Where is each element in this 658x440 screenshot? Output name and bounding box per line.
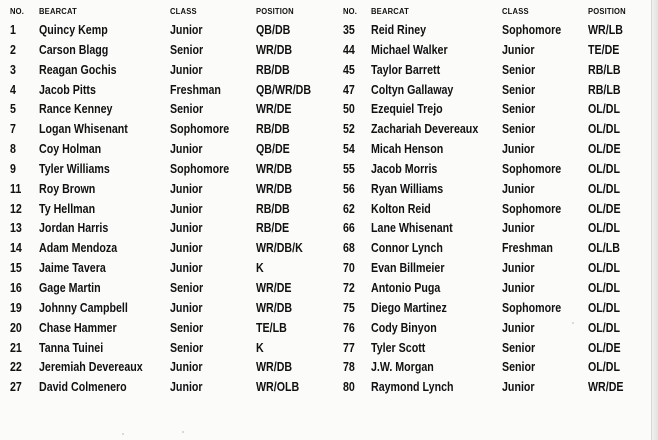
player-class: Sophomore: [502, 200, 562, 216]
player-class: Senior: [170, 319, 204, 335]
player-name: Johnny Campbell: [39, 299, 128, 315]
player-name: Ezequiel Trejo: [371, 101, 443, 117]
roster-row: [0, 199, 640, 219]
player-number: 12: [10, 200, 22, 216]
player-class: Junior: [502, 41, 535, 57]
player-position: WR/LB: [588, 22, 623, 37]
player-position: OL/DE: [588, 339, 621, 355]
player-position: K: [256, 260, 264, 276]
roster-row: [0, 238, 640, 258]
header-bearcat-left: BEARCAT: [39, 7, 77, 16]
header-position-right: POSITION: [588, 7, 626, 16]
player-name: Raymond Lynch: [371, 379, 454, 395]
player-class: Senior: [170, 41, 204, 57]
player-number: 66: [343, 220, 355, 236]
player-name: Lane Whisenant: [371, 220, 453, 236]
player-name: Tanna Tuinei: [39, 339, 104, 355]
player-name: Coy Holman: [39, 141, 102, 157]
player-name: Kolton Reid: [371, 200, 431, 216]
player-number: 21: [10, 339, 22, 355]
player-name: Adam Mendoza: [39, 240, 118, 256]
player-class: Junior: [170, 260, 203, 276]
player-position: WR/DB: [256, 299, 293, 315]
roster-table: [0, 4, 640, 397]
player-number: 44: [343, 41, 355, 57]
player-number: 56: [343, 180, 355, 196]
player-position: K: [256, 339, 264, 355]
player-name: Evan Billmeier: [371, 260, 445, 276]
player-position: TE/LB: [256, 319, 287, 335]
player-name: Roy Brown: [39, 180, 96, 196]
header-class-left: CLASS: [170, 7, 197, 16]
player-number: 5: [10, 101, 16, 117]
player-number: 62: [343, 200, 355, 216]
roster-row: [0, 80, 640, 100]
roster-row: [0, 40, 640, 60]
player-position: WR/DE: [588, 379, 624, 395]
player-name: Quincy Kemp: [39, 22, 108, 37]
player-name: Rance Kenney: [39, 101, 113, 117]
player-number: 52: [343, 121, 355, 137]
player-position: OL/DL: [588, 279, 620, 295]
player-class: Junior: [502, 180, 535, 196]
player-number: 7: [10, 121, 16, 137]
roster-row: [0, 179, 640, 199]
player-class: Senior: [502, 61, 536, 77]
player-number: 4: [10, 81, 16, 97]
player-class: Freshman: [170, 81, 221, 97]
roster-row: [0, 20, 640, 40]
roster-row: [0, 298, 640, 318]
player-position: QB/DE: [256, 141, 290, 157]
player-number: 14: [10, 240, 22, 256]
player-number: 16: [10, 279, 22, 295]
player-number: 78: [343, 359, 355, 375]
player-name: Gage Martin: [39, 279, 101, 295]
player-number: 80: [343, 379, 355, 395]
player-position: OL/DE: [588, 141, 621, 157]
player-number: 77: [343, 339, 355, 355]
player-class: Junior: [502, 260, 535, 276]
player-class: Junior: [170, 299, 203, 315]
roster-row: [0, 338, 640, 358]
player-name: Jacob Pitts: [39, 81, 96, 97]
player-position: WR/DB: [256, 160, 293, 176]
player-class: Junior: [502, 141, 535, 157]
header-bearcat-right: BEARCAT: [371, 7, 409, 16]
player-position: WR/DE: [256, 101, 292, 117]
player-position: TE/DE: [588, 41, 620, 57]
player-name: Jordan Harris: [39, 220, 109, 236]
player-position: OL/DL: [588, 180, 620, 196]
player-name: Taylor Barrett: [371, 61, 441, 77]
player-class: Senior: [502, 81, 536, 97]
player-class: Senior: [502, 101, 536, 117]
player-position: RB/LB: [588, 81, 621, 97]
header-class-right: CLASS: [502, 7, 529, 16]
roster-row: [0, 159, 640, 179]
player-class: Junior: [170, 61, 203, 77]
player-number: 35: [343, 22, 355, 37]
player-number: 54: [343, 141, 355, 157]
player-number: 20: [10, 319, 22, 335]
player-name: Chase Hammer: [39, 319, 117, 335]
player-number: 47: [343, 81, 355, 97]
player-class: Freshman: [502, 240, 553, 256]
player-class: Sophomore: [502, 160, 562, 176]
player-position: WR/DB: [256, 41, 293, 57]
player-name: David Colmenero: [39, 379, 127, 395]
player-number: 76: [343, 319, 355, 335]
player-number: 19: [10, 299, 22, 315]
player-name: Reid Riney: [371, 22, 427, 37]
player-class: Junior: [170, 240, 203, 256]
player-position: RB/DB: [256, 61, 290, 77]
player-name: Jeremiah Devereaux: [39, 359, 143, 375]
player-position: OL/DL: [588, 160, 620, 176]
player-number: 15: [10, 260, 22, 276]
player-name: Coltyn Gallaway: [371, 81, 454, 97]
player-class: Sophomore: [502, 22, 562, 37]
player-number: 3: [10, 61, 16, 77]
player-number: 50: [343, 101, 355, 117]
player-name: Micah Henson: [371, 141, 444, 157]
player-class: Senior: [502, 121, 536, 137]
player-name: Jaime Tavera: [39, 260, 106, 276]
player-class: Sophomore: [170, 121, 230, 137]
roster-row: [0, 218, 640, 238]
paper-speck: [182, 431, 184, 433]
player-number: 13: [10, 220, 22, 236]
player-class: Junior: [170, 22, 203, 37]
player-number: 27: [10, 379, 22, 395]
player-position: OL/DL: [588, 220, 620, 236]
roster-header-row: [0, 4, 640, 20]
roster-row: [0, 318, 640, 338]
player-position: WR/OLB: [256, 379, 300, 395]
roster-row: [0, 99, 640, 119]
player-position: OL/DL: [588, 101, 620, 117]
player-position: OL/DL: [588, 121, 620, 137]
player-name: Connor Lynch: [371, 240, 443, 256]
player-number: 8: [10, 141, 16, 157]
player-class: Sophomore: [502, 299, 562, 315]
player-class: Junior: [170, 141, 203, 157]
player-position: OL/DE: [588, 200, 621, 216]
player-class: Junior: [170, 379, 203, 395]
player-name: Zachariah Devereaux: [371, 121, 479, 137]
player-class: Junior: [502, 379, 535, 395]
player-class: Junior: [502, 319, 535, 335]
player-name: Antonio Puga: [371, 279, 441, 295]
player-class: Senior: [170, 279, 204, 295]
player-position: RB/DB: [256, 121, 290, 137]
player-position: OL/DL: [588, 299, 620, 315]
player-position: WR/DB: [256, 180, 293, 196]
player-class: Sophomore: [170, 160, 230, 176]
player-number: 45: [343, 61, 355, 77]
player-class: Junior: [502, 220, 535, 236]
player-name: Carson Blagg: [39, 41, 109, 57]
roster-row: [0, 119, 640, 139]
player-position: OL/DL: [588, 359, 620, 375]
player-position: WR/DB/K: [256, 240, 303, 256]
player-number: 2: [10, 41, 16, 57]
player-position: WR/DE: [256, 279, 292, 295]
header-number-left: NO.: [10, 7, 25, 16]
player-name: Michael Walker: [371, 41, 448, 57]
roster-row: [0, 357, 640, 377]
player-class: Senior: [502, 359, 536, 375]
paper-speck: [122, 433, 124, 435]
roster-row: [0, 139, 640, 159]
player-name: J.W. Morgan: [371, 359, 434, 375]
player-class: Senior: [170, 101, 204, 117]
player-number: 11: [10, 180, 22, 196]
player-number: 1: [10, 22, 16, 37]
player-name: Logan Whisenant: [39, 121, 128, 137]
header-number-right: NO.: [343, 7, 358, 16]
player-class: Junior: [170, 359, 203, 375]
player-name: Jacob Morris: [371, 160, 438, 176]
player-class: Junior: [170, 220, 203, 236]
player-name: Reagan Gochis: [39, 61, 117, 77]
player-position: OL/DL: [588, 260, 620, 276]
player-number: 9: [10, 160, 16, 176]
player-number: 68: [343, 240, 355, 256]
player-position: QB/DB: [256, 22, 291, 37]
player-name: Ty Hellman: [39, 200, 96, 216]
player-class: Senior: [170, 339, 204, 355]
roster-row: [0, 258, 640, 278]
player-number: 75: [343, 299, 355, 315]
player-class: Junior: [170, 200, 203, 216]
header-position-left: POSITION: [256, 7, 294, 16]
player-name: Diego Martinez: [371, 299, 447, 315]
player-position: RB/DB: [256, 200, 290, 216]
player-name: Cody Binyon: [371, 319, 437, 335]
player-position: QB/WR/DB: [256, 81, 312, 97]
player-name: Ryan Williams: [371, 180, 444, 196]
player-position: RB/DE: [256, 220, 290, 236]
paper-speck: [572, 322, 574, 324]
roster-row: [0, 377, 640, 397]
player-position: OL/DL: [588, 319, 620, 335]
player-position: WR/DB: [256, 359, 293, 375]
player-number: 70: [343, 260, 355, 276]
roster-row: [0, 278, 640, 298]
page-edge: [651, 0, 658, 440]
player-name: Tyler Williams: [39, 160, 110, 176]
player-class: Senior: [502, 339, 536, 355]
player-class: Junior: [170, 180, 203, 196]
player-position: OL/LB: [588, 240, 620, 256]
player-number: 72: [343, 279, 355, 295]
player-number: 55: [343, 160, 355, 176]
player-class: Junior: [502, 279, 535, 295]
player-number: 22: [10, 359, 22, 375]
player-name: Tyler Scott: [371, 339, 426, 355]
roster-row: [0, 60, 640, 80]
player-position: RB/LB: [588, 61, 621, 77]
